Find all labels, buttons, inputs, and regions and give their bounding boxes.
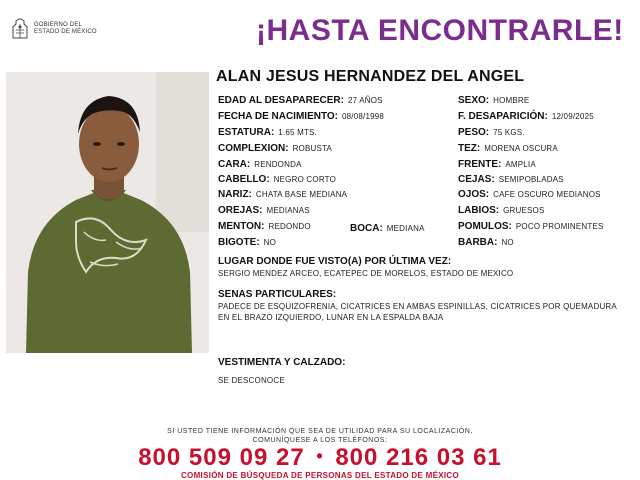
field-labios-label: LABIOS:: [458, 205, 500, 216]
field-nacimiento-value: 08/08/1998: [342, 112, 385, 121]
field-pomulos-label: POMULOS:: [458, 221, 512, 232]
field-orejas-label: OREJAS:: [218, 205, 263, 216]
field-tez: [458, 143, 558, 155]
field-estatura-value: 1.65 MTS.: [278, 128, 317, 137]
particulares-value: PADECE DE ESQUIZOFRENIA, CICATRICES EN AMBAS ESPINILLAS, CICATRICES POR QUEMADURA EN EL BRAZO IZQUIERDO, LUNAR EN LA ESPALDA BAJA: [218, 302, 617, 322]
field-bigote-label: BIGOTE:: [218, 237, 260, 248]
field-boca-label: BOCA:: [350, 223, 383, 234]
field-pomulos: [458, 221, 604, 233]
field-ojos: [458, 189, 601, 201]
field-sexo-value: HOMBRE: [493, 96, 530, 105]
field-edad-label: EDAD AL DESAPARECER:: [218, 95, 344, 106]
field-desaparicion-value: 12/09/2025: [551, 112, 594, 121]
field-cejas: [458, 174, 564, 186]
field-barba-value: NO: [501, 238, 514, 247]
field-frente: [458, 159, 536, 171]
state-emblem-icon: [10, 18, 30, 40]
field-bigote: [218, 237, 276, 249]
phone-number-2[interactable]: 800 216 03 61: [335, 444, 502, 471]
phone-number-1[interactable]: 800 509 09 27: [138, 444, 305, 471]
logo-line-2: ESTADO DE MÉXICO: [34, 29, 97, 35]
field-tez-label: TEZ:: [458, 143, 481, 154]
field-estatura-label: ESTATURA:: [218, 127, 275, 138]
person-photo: [6, 72, 209, 353]
field-peso-label: PESO:: [458, 127, 490, 138]
field-nacimiento-label: FECHA DE NACIMIENTO:: [218, 111, 338, 122]
field-frente-label: FRENTE:: [458, 159, 502, 170]
field-peso: [458, 127, 525, 139]
field-bigote-value: NO: [263, 238, 277, 247]
vestimenta-label: VESTIMENTA Y CALZADO:: [218, 357, 346, 368]
field-sexo: [458, 95, 529, 107]
field-complexion: [218, 143, 332, 155]
field-cabello: [218, 174, 336, 186]
field-cejas-label: CEJAS:: [458, 174, 495, 185]
field-edad-value: 27 AÑOS: [347, 96, 383, 105]
field-cabello-label: CABELLO:: [218, 174, 270, 185]
field-orejas: [218, 205, 310, 217]
field-tez-value: MORENA OSCURA: [484, 144, 558, 153]
field-peso-value: 75 KGS.: [493, 128, 525, 137]
field-barba: [458, 237, 514, 249]
field-nariz-label: NARIZ:: [218, 189, 252, 200]
field-cara-label: CARA:: [218, 159, 251, 170]
field-sexo-label: SEXO:: [458, 95, 490, 106]
field-frente-value: AMPLIA: [505, 160, 536, 169]
phone-separator: •: [316, 446, 324, 466]
phone-numbers: [0, 444, 640, 472]
last-seen-label: LUGAR DONDE FUE VISTO(A) POR ÚLTIMA VEZ:: [218, 256, 452, 267]
field-labios-value: GRUESOS: [503, 206, 545, 215]
footer-note-line-2: COMUNÍQUESE A LOS TELÉFONOS:: [252, 437, 388, 444]
field-nacimiento: [218, 111, 384, 123]
field-estatura: [218, 127, 317, 139]
last-seen-value: SERGIO MENDEZ ARCEO, ECATEPEC DE MORELOS, ESTADO DE MEXICO: [218, 269, 514, 278]
field-menton-label: MENTON:: [218, 221, 265, 232]
government-logo: [10, 18, 97, 40]
footer-note-line-1: SI USTED TIENE INFORMACIÓN QUE SEA DE UTILIDAD PARA SU LOCALIZACIÓN,: [167, 428, 473, 435]
field-pomulos-value: POCO PROMINENTES: [515, 222, 604, 231]
field-boca-value: MEDIANA: [386, 224, 425, 233]
field-boca: [350, 223, 425, 235]
field-complexion-value: ROBUSTA: [292, 144, 333, 153]
header: [0, 0, 640, 64]
field-cejas-value: SEMIPOBLADAS: [498, 175, 564, 184]
field-nariz-value: CHATA BASE MEDIANA: [255, 190, 348, 199]
field-complexion-label: COMPLEXION:: [218, 143, 289, 154]
person-name: ALAN JESUS HERNANDEZ DEL ANGEL: [216, 68, 525, 85]
field-nariz: [218, 189, 347, 201]
field-ojos-label: OJOS:: [458, 189, 490, 200]
field-ojos-value: CAFE OSCURO MEDIANOS: [493, 190, 601, 199]
field-menton-value: REDONDO: [268, 222, 311, 231]
field-edad: [218, 95, 383, 107]
field-orejas-value: MEDIANAS: [266, 206, 310, 215]
logo-line-1: GOBIERNO DEL: [34, 22, 83, 28]
field-cabello-value: NEGRO CORTO: [273, 175, 337, 184]
poster-title: ¡HASTA ENCONTRARLE!: [256, 14, 624, 47]
field-labios: [458, 205, 545, 217]
field-desaparicion-label: F. DESAPARICIÓN:: [458, 111, 548, 122]
particulares-label: SENAS PARTICULARES:: [218, 289, 337, 300]
field-desaparicion: [458, 111, 594, 123]
field-cara: [218, 159, 302, 171]
person-photo-illustration: [6, 72, 209, 353]
field-barba-label: BARBA:: [458, 237, 498, 248]
field-cara-value: RENDONDA: [254, 160, 302, 169]
commission-name: COMISIÓN DE BÚSQUEDA DE PERSONAS DEL ESTADO DE MÉXICO: [180, 471, 459, 480]
vestimenta-value: SE DESCONOCE: [218, 376, 285, 385]
field-menton: [218, 221, 311, 233]
